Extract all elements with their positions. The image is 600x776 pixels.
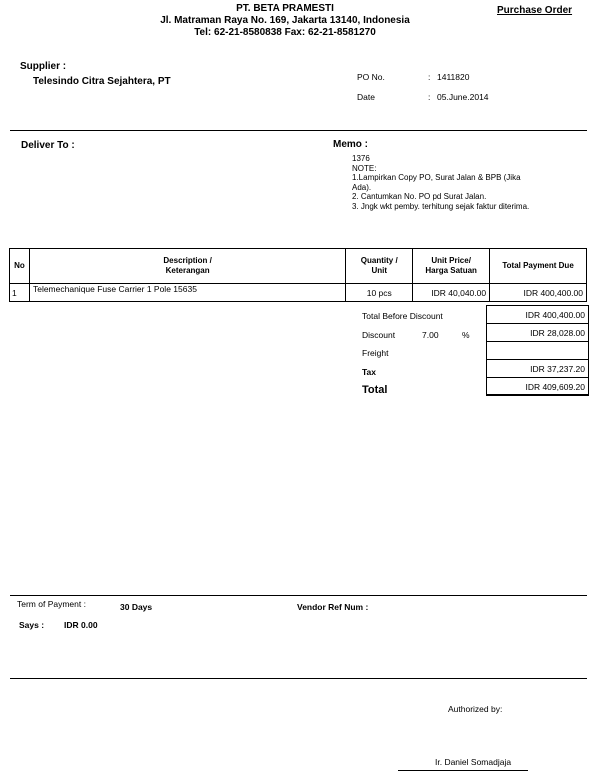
- discount-percent-sign: %: [462, 330, 470, 340]
- divider-top: [10, 130, 587, 131]
- col-description-header-line2: Keterangan: [165, 266, 210, 275]
- col-no-header: No: [10, 249, 30, 284]
- before-discount-value: IDR 400,400.00: [487, 306, 588, 324]
- date-label: Date: [357, 92, 375, 102]
- col-quantity-header-line2: Unit: [371, 266, 388, 275]
- discount-value: IDR 28,028.00: [487, 324, 588, 342]
- cell-no: 1: [10, 284, 30, 302]
- term-of-payment-label: Term of Payment :: [17, 599, 86, 609]
- col-unit-price-header: [413, 249, 490, 284]
- table-header-row: [10, 249, 587, 284]
- col-quantity-header-line1: Quantity /: [360, 256, 398, 265]
- company-address: Jl. Matraman Raya No. 169, Jakarta 13140, Indonesia: [160, 15, 410, 26]
- totals-box: [486, 305, 589, 396]
- signature-line: [398, 770, 528, 771]
- col-description-header: [29, 249, 345, 284]
- col-description-header-line1: Description /: [163, 256, 212, 265]
- cell-description: Telemechanique Fuse Carrier 1 Pole 15635: [29, 284, 345, 302]
- date-value: 05.June.2014: [437, 92, 489, 102]
- col-unit-price-header-line1: Unit Price/: [431, 256, 471, 265]
- discount-rate: 7.00: [422, 330, 439, 340]
- divider-bottom: [10, 678, 587, 679]
- freight-label: Freight: [362, 348, 389, 358]
- deliver-to-label: Deliver To :: [21, 140, 75, 151]
- cell-unit-price: IDR 40,040.00: [413, 284, 490, 302]
- company-contact: Tel: 62-21-8580838 Fax: 62-21-8581270: [194, 27, 376, 38]
- company-name: PT. BETA PRAMESTI: [236, 3, 334, 14]
- tax-label: Tax: [362, 367, 377, 377]
- doc-title: Purchase Order: [497, 5, 573, 16]
- memo-line: 1.Lampirkan Copy PO, Surat Jalan & BPB (Jika: [352, 173, 521, 183]
- vendor-ref-label: Vendor Ref Num :: [297, 602, 369, 612]
- freight-value: [487, 342, 588, 360]
- signatory-name: Ir. Daniel Somadjaja: [435, 757, 512, 767]
- memo-line: 2. Cantumkan No. PO pd Surat Jalan.: [352, 192, 487, 202]
- col-quantity-header: [346, 249, 413, 284]
- term-of-payment-value: 30 Days: [120, 602, 153, 612]
- grand-total-value: IDR 409,609.20: [487, 378, 588, 396]
- before-discount-label: Total Before Discount: [362, 311, 443, 321]
- authorized-label: Authorized by:: [448, 704, 503, 714]
- memo-line: Ada).: [352, 182, 372, 192]
- says-label: Says :: [19, 620, 45, 630]
- supplier-name: Telesindo Citra Sejahtera, PT: [33, 76, 171, 87]
- po-no-sep: :: [428, 72, 431, 82]
- divider-footer: [10, 595, 587, 596]
- memo-line: 3. Jngk wkt pemby. terhitung sejak faktur diterima.: [352, 201, 530, 211]
- discount-label: Discount: [362, 330, 396, 340]
- col-unit-price-header-line2: Harga Satuan: [425, 266, 477, 275]
- cell-total: IDR 400,400.00: [490, 284, 587, 302]
- total-label: Total: [362, 384, 388, 396]
- memo-label: Memo :: [333, 139, 368, 150]
- po-no-label: PO No.: [357, 72, 385, 82]
- memo-line: 1376: [352, 154, 370, 163]
- tax-value: IDR 37,237.20: [487, 360, 588, 378]
- memo-line: NOTE:: [352, 163, 377, 173]
- items-table: [9, 248, 587, 302]
- date-sep: :: [428, 92, 431, 102]
- cell-quantity: 10 pcs: [346, 284, 413, 302]
- table-row: [10, 284, 587, 302]
- po-no-value: 1411820: [437, 72, 470, 82]
- col-total-header: Total Payment Due: [490, 249, 587, 284]
- says-value: IDR 0.00: [64, 620, 98, 630]
- memo-text: [352, 154, 582, 212]
- supplier-label: Supplier :: [20, 61, 67, 72]
